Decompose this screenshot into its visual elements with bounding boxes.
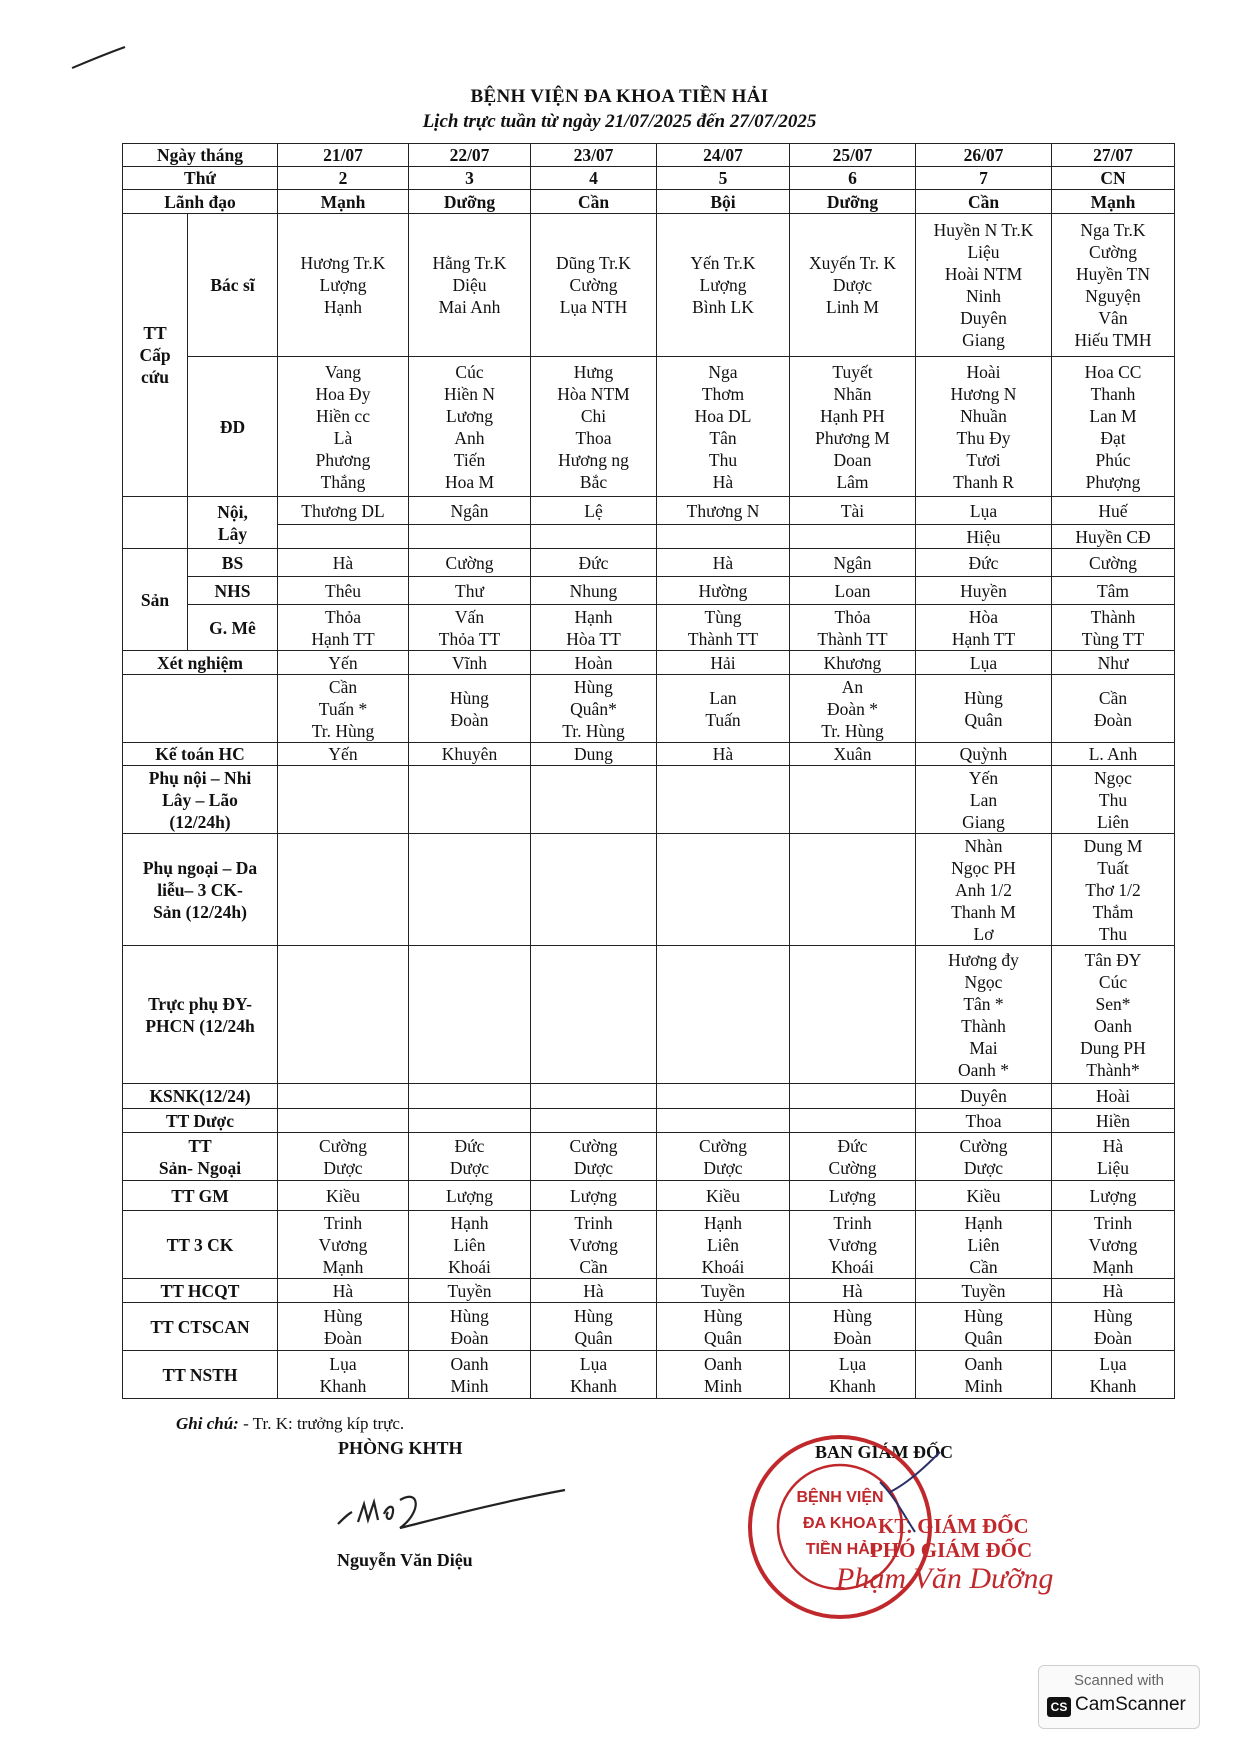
date-cell: 21/07 bbox=[278, 144, 409, 167]
duty-cell bbox=[790, 1109, 916, 1133]
duty-cell: Ngân bbox=[790, 549, 916, 577]
row-tt-ctscan bbox=[123, 1303, 1175, 1351]
duty-cell: Loan bbox=[790, 577, 916, 605]
date-cell: 22/07 bbox=[409, 144, 531, 167]
duty-cell: Quỳnh bbox=[916, 743, 1052, 766]
date-cell: 26/07 bbox=[916, 144, 1052, 167]
row-ksnk bbox=[123, 1084, 1175, 1109]
group-label-san: Sản bbox=[123, 549, 188, 651]
duty-cell: Oanh Minh bbox=[409, 1351, 531, 1399]
duty-cell bbox=[657, 834, 790, 946]
duty-cell: Thương N bbox=[657, 497, 790, 525]
duty-cell: Hùng Quân bbox=[916, 1303, 1052, 1351]
duty-cell: Lụa Khanh bbox=[278, 1351, 409, 1399]
duty-cell bbox=[657, 1084, 790, 1109]
duty-cell: Nga Tr.K Cường Huyền TN Nguyện Vân Hiếu TMH bbox=[1052, 214, 1175, 357]
row-label: BS bbox=[188, 549, 278, 577]
duty-cell: Đức bbox=[531, 549, 657, 577]
duty-cell: Hùng Đoàn bbox=[1052, 1303, 1175, 1351]
row-label: Thứ bbox=[123, 167, 278, 190]
department-signature bbox=[330, 1468, 570, 1538]
duty-cell: Cường Dược bbox=[657, 1133, 790, 1181]
duty-cell: Cường Dược bbox=[916, 1133, 1052, 1181]
stamp-line-3: TIỀN HẢI bbox=[805, 1541, 875, 1558]
row-leader bbox=[123, 190, 1175, 214]
duty-cell: Lệ bbox=[531, 497, 657, 525]
row-phu-ngoai bbox=[123, 834, 1175, 946]
duty-cell: Lụa Khanh bbox=[790, 1351, 916, 1399]
duty-cell: Huyền CĐ bbox=[1052, 525, 1175, 549]
duty-cell: Hà bbox=[278, 549, 409, 577]
duty-cell: Hoài bbox=[1052, 1084, 1175, 1109]
row-unlabeled bbox=[123, 675, 1175, 743]
duty-cell: Ngân bbox=[409, 497, 531, 525]
duty-cell: Khuyên bbox=[409, 743, 531, 766]
duty-cell bbox=[657, 1109, 790, 1133]
row-xet-nghiem bbox=[123, 651, 1175, 675]
document-title: BỆNH VIỆN ĐA KHOA TIỀN HẢI bbox=[470, 86, 769, 107]
duty-cell: Vang Hoa Đy Hiền cc Là Phương Thắng bbox=[278, 357, 409, 497]
row-noi-lay bbox=[123, 497, 1175, 525]
duty-cell: Kiều bbox=[657, 1181, 790, 1211]
duty-cell: Duyên bbox=[916, 1084, 1052, 1109]
duty-cell: Lan Tuấn bbox=[657, 675, 790, 743]
row-tt-duoc bbox=[123, 1109, 1175, 1133]
leader-cell: Dưỡng bbox=[790, 190, 916, 214]
duty-cell: Thêu bbox=[278, 577, 409, 605]
watermark-caption: Scanned with bbox=[1073, 1672, 1165, 1689]
row-weekday bbox=[123, 167, 1175, 190]
duty-cell: Hùng Quân bbox=[531, 1303, 657, 1351]
row-noi-lay-2 bbox=[123, 525, 1175, 549]
row-label: TT Sản- Ngoại bbox=[123, 1133, 278, 1181]
duty-cell: Tuyền bbox=[916, 1279, 1052, 1303]
group-label-cap-cuu: TT Cấp cứu bbox=[123, 214, 188, 497]
row-san-gme bbox=[123, 605, 1175, 651]
row-ke-toan bbox=[123, 743, 1175, 766]
duty-cell bbox=[790, 1084, 916, 1109]
director-title-2: PHÓ GIÁM ĐỐC bbox=[870, 1538, 1033, 1562]
duty-cell bbox=[531, 834, 657, 946]
duty-cell: Vĩnh bbox=[409, 651, 531, 675]
duty-cell: Hưng Hòa NTM Chi Thoa Hương ng Bắc bbox=[531, 357, 657, 497]
duty-cell bbox=[409, 525, 531, 549]
weekday-cell: 7 bbox=[916, 167, 1052, 190]
duty-cell bbox=[531, 1084, 657, 1109]
camscanner-watermark bbox=[1038, 1665, 1200, 1729]
date-cell: 27/07 bbox=[1052, 144, 1175, 167]
date-cell: 25/07 bbox=[790, 144, 916, 167]
duty-cell: Lụa bbox=[916, 497, 1052, 525]
duty-cell: Hạnh Liên Cần bbox=[916, 1211, 1052, 1279]
weekday-cell: 5 bbox=[657, 167, 790, 190]
duty-cell: Tuyền bbox=[657, 1279, 790, 1303]
row-bac-si bbox=[123, 214, 1175, 357]
duty-cell: Tuyết Nhãn Hạnh PH Phương M Doan Lâm bbox=[790, 357, 916, 497]
row-label: Lãnh đạo bbox=[123, 190, 278, 214]
duty-cell: Yến bbox=[278, 651, 409, 675]
duty-cell: Cường bbox=[1052, 549, 1175, 577]
duty-cell: Lụa Khanh bbox=[531, 1351, 657, 1399]
duty-cell bbox=[409, 1084, 531, 1109]
leader-cell: Dưỡng bbox=[409, 190, 531, 214]
row-label: G. Mê bbox=[188, 605, 278, 651]
duty-cell: Tùng Thành TT bbox=[657, 605, 790, 651]
duty-cell: Thư bbox=[409, 577, 531, 605]
duty-cell: Hoa CC Thanh Lan M Đạt Phúc Phượng bbox=[1052, 357, 1175, 497]
duty-cell bbox=[531, 766, 657, 834]
weekday-cell: 4 bbox=[531, 167, 657, 190]
row-label: NHS bbox=[188, 577, 278, 605]
duty-cell: Khương bbox=[790, 651, 916, 675]
duty-cell bbox=[657, 766, 790, 834]
row-label: Nội, Lây bbox=[188, 497, 278, 549]
duty-cell: Hường bbox=[657, 577, 790, 605]
row-tt-hcqt bbox=[123, 1279, 1175, 1303]
duty-cell: Cần Đoàn bbox=[1052, 675, 1175, 743]
duty-cell: Yến Lan Giang bbox=[916, 766, 1052, 834]
duty-cell bbox=[278, 1084, 409, 1109]
duty-cell: Hạnh Hòa TT bbox=[531, 605, 657, 651]
duty-cell: Hạnh Liên Khoái bbox=[409, 1211, 531, 1279]
row-label: Bác sĩ bbox=[188, 214, 278, 357]
row-label: TT GM bbox=[123, 1181, 278, 1211]
duty-cell: Lụa Khanh bbox=[1052, 1351, 1175, 1399]
duty-cell: Hà bbox=[531, 1279, 657, 1303]
duty-cell: Lụa bbox=[916, 651, 1052, 675]
duty-cell bbox=[278, 834, 409, 946]
duty-cell: Ngọc Thu Liên bbox=[1052, 766, 1175, 834]
duty-cell: Lượng bbox=[1052, 1181, 1175, 1211]
leader-cell: Cần bbox=[916, 190, 1052, 214]
duty-cell: Đức Cường bbox=[790, 1133, 916, 1181]
duty-cell: Đức bbox=[916, 549, 1052, 577]
duty-cell: Thành Tùng TT bbox=[1052, 605, 1175, 651]
duty-cell: Hương đy Ngọc Tân * Thành Mai Oanh * bbox=[916, 946, 1052, 1084]
duty-cell: Hiền bbox=[1052, 1109, 1175, 1133]
row-label: Phụ ngoại – Da liễu– 3 CK- Sản (12/24h) bbox=[123, 834, 278, 946]
row-tt-san-ngoai bbox=[123, 1133, 1175, 1181]
duty-cell: Trinh Vương Mạnh bbox=[278, 1211, 409, 1279]
duty-cell bbox=[657, 946, 790, 1084]
duty-cell: Tài bbox=[790, 497, 916, 525]
row-san-bs bbox=[123, 549, 1175, 577]
duty-cell: Hà bbox=[657, 549, 790, 577]
duty-cell: Kiều bbox=[278, 1181, 409, 1211]
date-cell: 23/07 bbox=[531, 144, 657, 167]
duty-cell: Huyền bbox=[916, 577, 1052, 605]
stamp-line-2: ĐA KHOA bbox=[802, 1515, 878, 1532]
duty-cell bbox=[278, 946, 409, 1084]
duty-cell bbox=[278, 525, 409, 549]
duty-cell: Hà bbox=[1052, 1279, 1175, 1303]
duty-cell: Tân ĐY Cúc Sen* Oanh Dung PH Thành* bbox=[1052, 946, 1175, 1084]
duty-cell: An Đoàn * Tr. Hùng bbox=[790, 675, 916, 743]
duty-cell: Trinh Vương Mạnh bbox=[1052, 1211, 1175, 1279]
date-cell: 24/07 bbox=[657, 144, 790, 167]
duty-cell: Hiệu bbox=[916, 525, 1052, 549]
duty-cell: Hà Liệu bbox=[1052, 1133, 1175, 1181]
duty-cell bbox=[657, 525, 790, 549]
duty-cell: Hạnh Liên Khoái bbox=[657, 1211, 790, 1279]
leader-cell: Cần bbox=[531, 190, 657, 214]
row-label: TT NSTH bbox=[123, 1351, 278, 1399]
duty-cell: Đức Dược bbox=[409, 1133, 531, 1181]
duty-cell: Hà bbox=[790, 1279, 916, 1303]
row-label: KSNK(12/24) bbox=[123, 1084, 278, 1109]
duty-cell bbox=[278, 1109, 409, 1133]
watermark-brand: CamScanner bbox=[1075, 1694, 1186, 1715]
duty-cell: Cường bbox=[409, 549, 531, 577]
board-title: BAN GIÁM ĐỐC bbox=[815, 1442, 953, 1462]
row-label bbox=[123, 675, 278, 743]
duty-cell: Dũng Tr.K Cường Lụa NTH bbox=[531, 214, 657, 357]
duty-cell: Huế bbox=[1052, 497, 1175, 525]
duty-cell: Trinh Vương Khoái bbox=[790, 1211, 916, 1279]
row-dd bbox=[123, 357, 1175, 497]
leader-cell: Bội bbox=[657, 190, 790, 214]
weekday-cell: 3 bbox=[409, 167, 531, 190]
duty-cell: Lượng bbox=[531, 1181, 657, 1211]
duty-cell: Hùng Đoàn bbox=[409, 1303, 531, 1351]
duty-cell: Hoàn bbox=[531, 651, 657, 675]
leader-cell: Mạnh bbox=[278, 190, 409, 214]
duty-cell: Thoa bbox=[916, 1109, 1052, 1133]
duty-cell: Thương DL bbox=[278, 497, 409, 525]
duty-cell: Hương Tr.K Lượng Hạnh bbox=[278, 214, 409, 357]
row-phu-noi bbox=[123, 766, 1175, 834]
duty-cell: Dung M Tuất Thơ 1/2 Thắm Thu bbox=[1052, 834, 1175, 946]
director-title-1: KT. GIÁM ĐỐC bbox=[878, 1514, 1029, 1538]
duty-cell: Hoài Hương N Nhuần Thu Đy Tươi Thanh R bbox=[916, 357, 1052, 497]
duty-cell: Dung bbox=[531, 743, 657, 766]
row-label: Ngày tháng bbox=[123, 144, 278, 167]
duty-cell: Hùng Quân bbox=[916, 675, 1052, 743]
duty-cell: Hằng Tr.K Diệu Mai Anh bbox=[409, 214, 531, 357]
footnote-label: Ghi chú: bbox=[176, 1414, 239, 1433]
row-label: Kế toán HC bbox=[123, 743, 278, 766]
row-label: TT CTSCAN bbox=[123, 1303, 278, 1351]
duty-cell: Oanh Minh bbox=[657, 1351, 790, 1399]
duty-cell: Thỏa Hạnh TT bbox=[278, 605, 409, 651]
duty-cell: Vấn Thỏa TT bbox=[409, 605, 531, 651]
blank-cell bbox=[123, 497, 188, 549]
duty-cell: Hùng Đoàn bbox=[790, 1303, 916, 1351]
duty-cell: Hùng Quân* Tr. Hùng bbox=[531, 675, 657, 743]
duty-cell bbox=[531, 525, 657, 549]
leader-cell: Mạnh bbox=[1052, 190, 1175, 214]
row-label: TT 3 CK bbox=[123, 1211, 278, 1279]
pen-stroke-mark bbox=[70, 44, 130, 74]
row-tt-gm bbox=[123, 1181, 1175, 1211]
department-signer-name: Nguyễn Văn Diệu bbox=[337, 1550, 473, 1570]
duty-cell bbox=[409, 766, 531, 834]
row-label: TT HCQT bbox=[123, 1279, 278, 1303]
duty-cell bbox=[409, 834, 531, 946]
duty-cell bbox=[409, 1109, 531, 1133]
weekday-cell: 2 bbox=[278, 167, 409, 190]
duty-schedule-table bbox=[122, 143, 1175, 1399]
row-tt-nsth bbox=[123, 1351, 1175, 1399]
camscanner-logo-icon: CS bbox=[1047, 1697, 1071, 1717]
duty-cell bbox=[278, 766, 409, 834]
duty-cell bbox=[409, 946, 531, 1084]
department-title: PHÒNG KHTH bbox=[338, 1438, 463, 1458]
weekday-cell: CN bbox=[1052, 167, 1175, 190]
duty-cell: Hà bbox=[278, 1279, 409, 1303]
duty-cell: Nhung bbox=[531, 577, 657, 605]
duty-cell bbox=[790, 525, 916, 549]
duty-cell: Lượng bbox=[409, 1181, 531, 1211]
row-label: TT Dược bbox=[123, 1109, 278, 1133]
footnote bbox=[176, 1414, 404, 1434]
row-truc-phu-dy bbox=[123, 946, 1175, 1084]
duty-cell bbox=[531, 946, 657, 1084]
duty-cell: Tuyền bbox=[409, 1279, 531, 1303]
duty-cell: Oanh Minh bbox=[916, 1351, 1052, 1399]
duty-cell bbox=[790, 946, 916, 1084]
duty-cell: Yến bbox=[278, 743, 409, 766]
duty-cell: Hùng Đoàn bbox=[409, 675, 531, 743]
duty-cell: Trinh Vương Cần bbox=[531, 1211, 657, 1279]
duty-cell bbox=[790, 766, 916, 834]
duty-cell: Hùng Quân bbox=[657, 1303, 790, 1351]
footnote-text: - Tr. K: trưởng kíp trực. bbox=[238, 1414, 405, 1433]
duty-cell: Kiều bbox=[916, 1181, 1052, 1211]
duty-cell: Cúc Hiền N Lương Anh Tiến Hoa M bbox=[409, 357, 531, 497]
weekday-cell: 6 bbox=[790, 167, 916, 190]
duty-cell: Cường Dược bbox=[531, 1133, 657, 1181]
duty-cell: Thỏa Thành TT bbox=[790, 605, 916, 651]
duty-cell: Nga Thơm Hoa DL Tân Thu Hà bbox=[657, 357, 790, 497]
duty-cell: Hà bbox=[657, 743, 790, 766]
duty-cell: Tâm bbox=[1052, 577, 1175, 605]
duty-cell: Xuân bbox=[790, 743, 916, 766]
duty-cell: Hòa Hạnh TT bbox=[916, 605, 1052, 651]
duty-cell bbox=[790, 834, 916, 946]
duty-cell: Hải bbox=[657, 651, 790, 675]
row-label: Trực phụ ĐY- PHCN (12/24h bbox=[123, 946, 278, 1084]
row-label: Xét nghiệm bbox=[123, 651, 278, 675]
duty-cell: Cần Tuấn * Tr. Hùng bbox=[278, 675, 409, 743]
row-san-nhs bbox=[123, 577, 1175, 605]
duty-cell: Huyền N Tr.K Liệu Hoài NTM Ninh Duyên Giang bbox=[916, 214, 1052, 357]
stamp-line-1: BỆNH VIỆN bbox=[796, 1489, 884, 1506]
row-label: Phụ nội – Nhi Lây – Lão (12/24h) bbox=[123, 766, 278, 834]
duty-cell: Như bbox=[1052, 651, 1175, 675]
director-name: Phạm Văn Dưỡng bbox=[836, 1562, 1054, 1595]
document-subtitle: Lịch trực tuần từ ngày 21/07/2025 đến 27/07/2025 bbox=[422, 111, 817, 132]
duty-cell: Cường Dược bbox=[278, 1133, 409, 1181]
row-tt-3ck bbox=[123, 1211, 1175, 1279]
duty-cell bbox=[531, 1109, 657, 1133]
row-label: ĐD bbox=[188, 357, 278, 497]
duty-cell: Yến Tr.K Lượng Bình LK bbox=[657, 214, 790, 357]
duty-cell: Xuyến Tr. K Dược Linh M bbox=[790, 214, 916, 357]
row-date bbox=[123, 144, 1175, 167]
duty-cell: L. Anh bbox=[1052, 743, 1175, 766]
duty-cell: Nhàn Ngọc PH Anh 1/2 Thanh M Lơ bbox=[916, 834, 1052, 946]
duty-cell: Lượng bbox=[790, 1181, 916, 1211]
duty-cell: Hùng Đoàn bbox=[278, 1303, 409, 1351]
